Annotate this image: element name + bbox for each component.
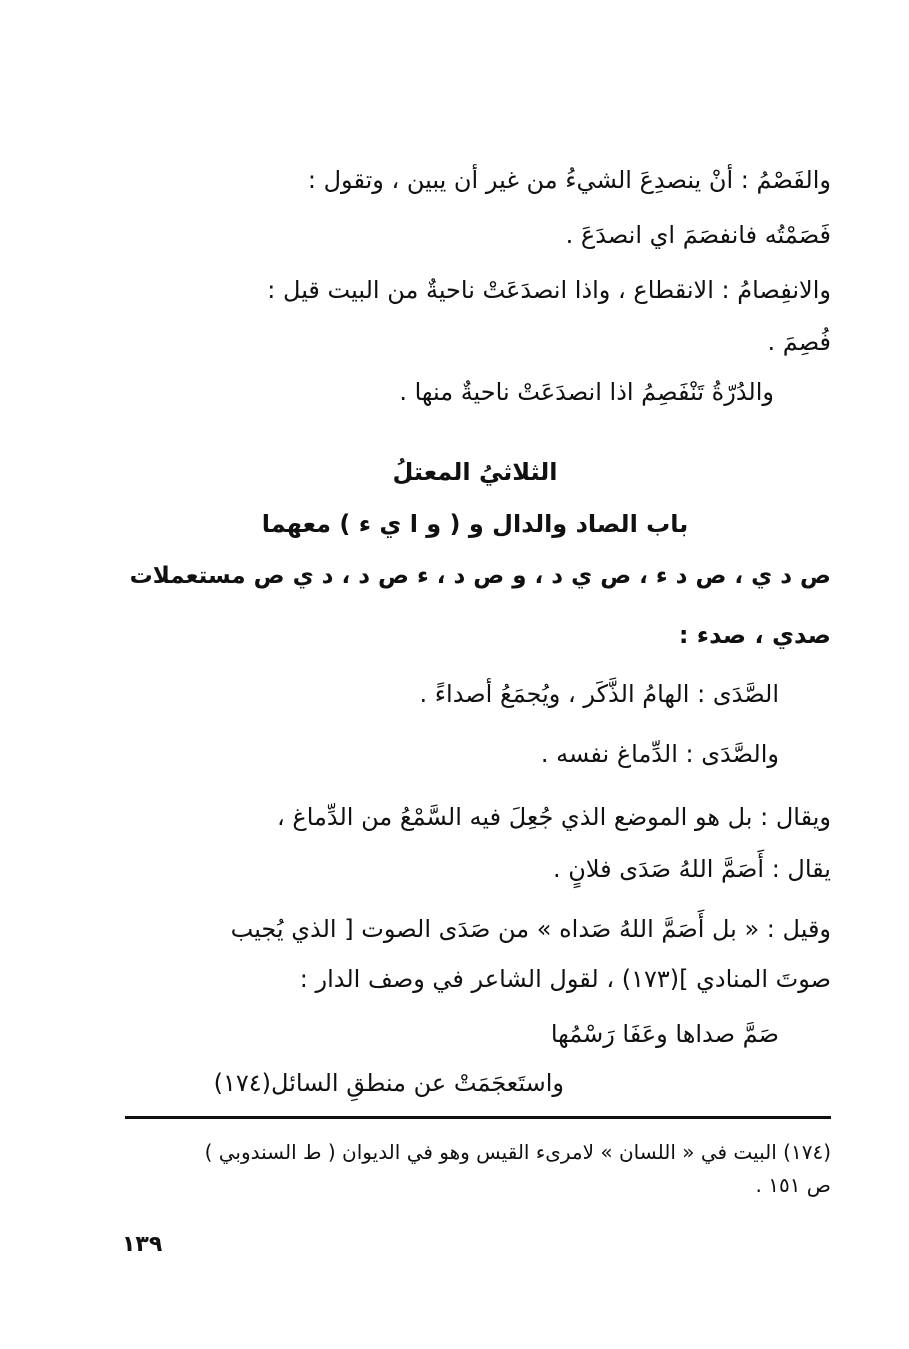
entry-line: وقيل : « بل أَصَمَّ اللهُ صَداه » من صَدَى الصوت [ الذي يُجيب (230, 915, 831, 943)
entry-line: صوتَ المنادي ](١٧٣) ، لقول الشاعر في وصف الدار : (299, 965, 831, 993)
footnote-line: (١٧٤) البيت في « اللسان » لامرىء القيس وهو في الديوان ( ط السندوبي ) (204, 1140, 831, 1164)
paragraph-line: فُصِمَ . (767, 328, 831, 356)
entry-line: والصَّدَى : الدِّماغ نفسه . (540, 740, 779, 768)
entry-line: يقال : أَصَمَّ اللهُ صَدَى فلانٍ . (552, 855, 831, 883)
entry-line: الصَّدَى : الهامُ الذَّكَر ، ويُجمَعُ أصداءً . (419, 680, 779, 708)
chapter-heading: باب الصاد والدال و ( و ا ي ء ) معهما (261, 510, 689, 538)
entry-heading: صدي ، صدء : (678, 621, 831, 649)
combinations-line: ص د ي ، ص د ء ، ص ي د ، و ص د ، ء ص د ، د ي ص مستعملات (129, 563, 831, 589)
verse-line-2: واستَعجَمَتْ عن منطقِ السائل(١٧٤) (213, 1069, 564, 1097)
page-number: ١٣٩ (122, 1232, 163, 1257)
paragraph-line: والانفِصامُ : الانقطاع ، واذا انصدَعَتْ ناحيةٌ من البيت قيل : (267, 276, 831, 304)
section-heading: الثلاثيُ المعتلُ (392, 458, 558, 486)
verse-line-1: صَمَّ صداها وعَفَا رَسْمُها (550, 1020, 779, 1048)
paragraph-line: فَصَمْتُه فانفصَمَ اي انصدَعَ . (565, 221, 831, 249)
footnote-line: ص ١٥١ . (755, 1173, 831, 1197)
paragraph-line: والدُرّةُ تَنْفَصِمُ اذا انصدَعَتْ ناحيةٌ منها . (399, 378, 774, 406)
footnote-divider (125, 1116, 831, 1119)
paragraph-line: والفَصْمُ : أنْ ينصدِعَ الشيءُ من غير أن يبين ، وتقول : (307, 166, 831, 194)
entry-line: ويقال : بل هو الموضع الذي جُعِلَ فيه السَّمْعُ من الدِّماغ ، (277, 803, 831, 831)
